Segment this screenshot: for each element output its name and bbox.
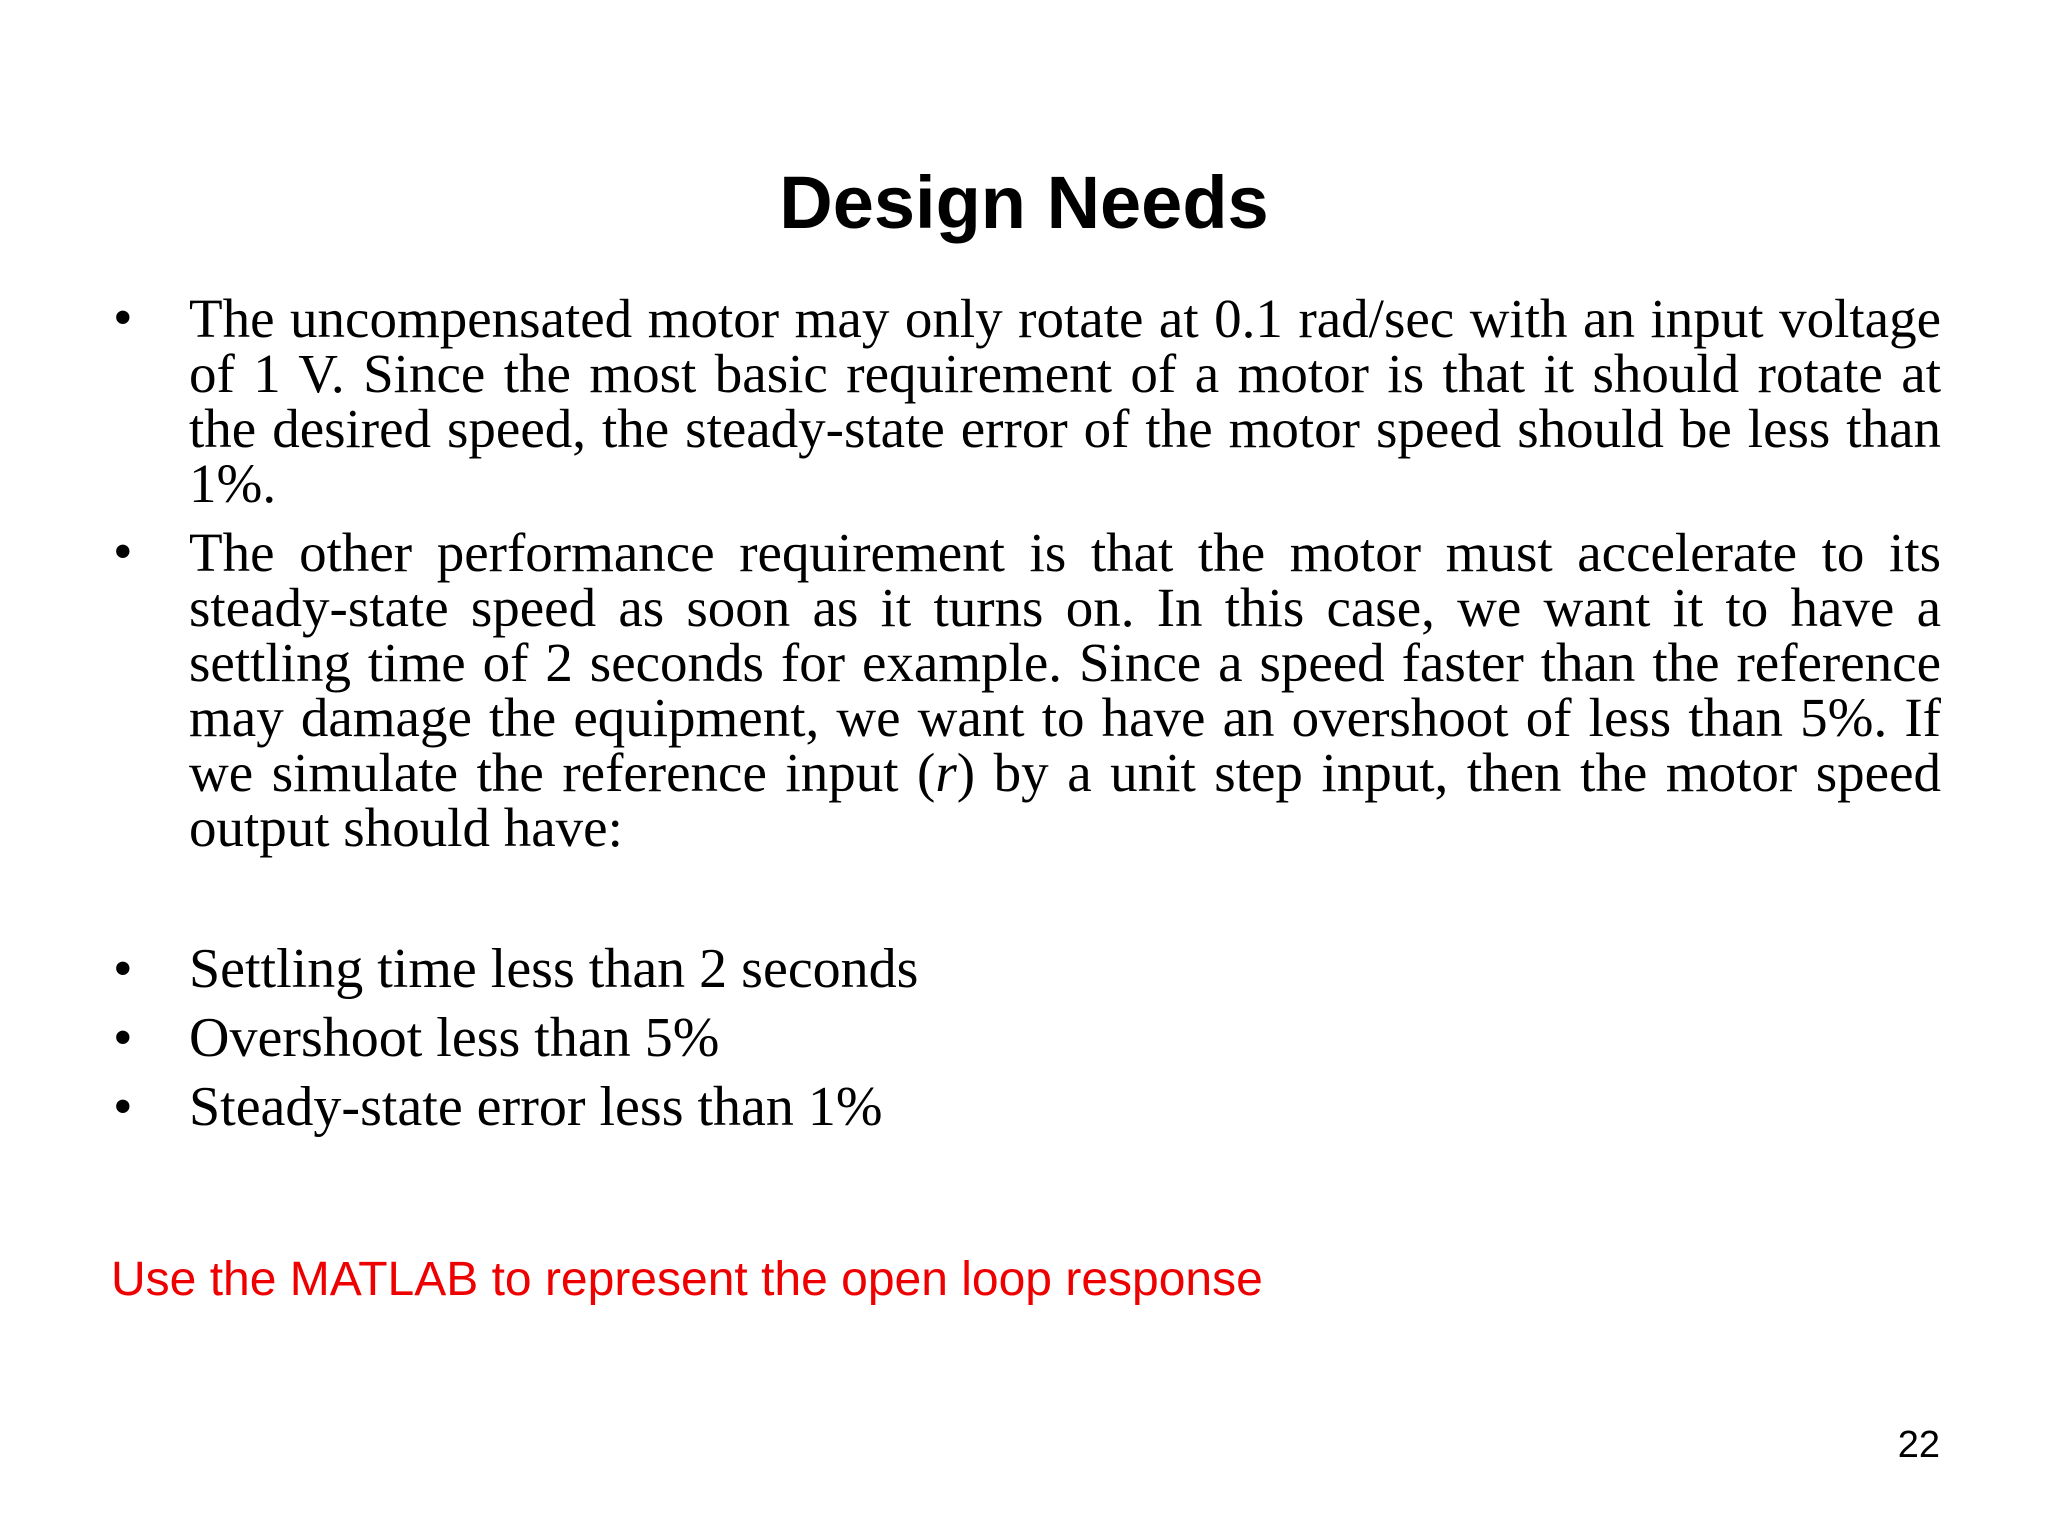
bullet-marker: • xyxy=(113,938,133,1000)
page-number: 22 xyxy=(1897,1424,1940,1466)
bullet-marker: • xyxy=(113,1007,133,1069)
bullet-marker: • xyxy=(113,1076,133,1138)
requirement-overshoot: Overshoot less than 5% xyxy=(189,1007,720,1069)
matlab-note: Use the MATLAB to represent the open loop response xyxy=(111,1253,1263,1306)
paragraph-steady-state-requirement: The uncompensated motor may only rotate at 0.1 rad/sec with an input voltage of 1 V. Since the most basic requirement of a motor is that it should rotate at the desired speed, the steady-state error of the motor speed should be less than 1%. xyxy=(189,288,1941,514)
requirement-settling-time: Settling time less than 2 seconds xyxy=(189,938,919,1000)
paragraph-text-before-variable: The other performance requirement is that the motor must accelerate to its steady-state speed as soon as it turns on. In this case, we want it to have a settling time of 2 seconds for example. Since a speed faster than the reference may damage the equipment, we want to have an overshoot of less than 5%. If we simulate the reference input ( xyxy=(189,522,1941,803)
requirement-steady-state-error: Steady-state error less than 1% xyxy=(189,1076,883,1138)
bullet-marker: • xyxy=(113,521,133,583)
slide-title: Design Needs xyxy=(779,161,1269,244)
reference-input-variable: r xyxy=(935,742,957,803)
paragraph-text-after-variable: ) by a unit step input, then the motor speed output should have: xyxy=(189,742,1941,858)
paragraph-performance-requirement xyxy=(189,522,1941,858)
bullet-marker: • xyxy=(113,287,133,349)
